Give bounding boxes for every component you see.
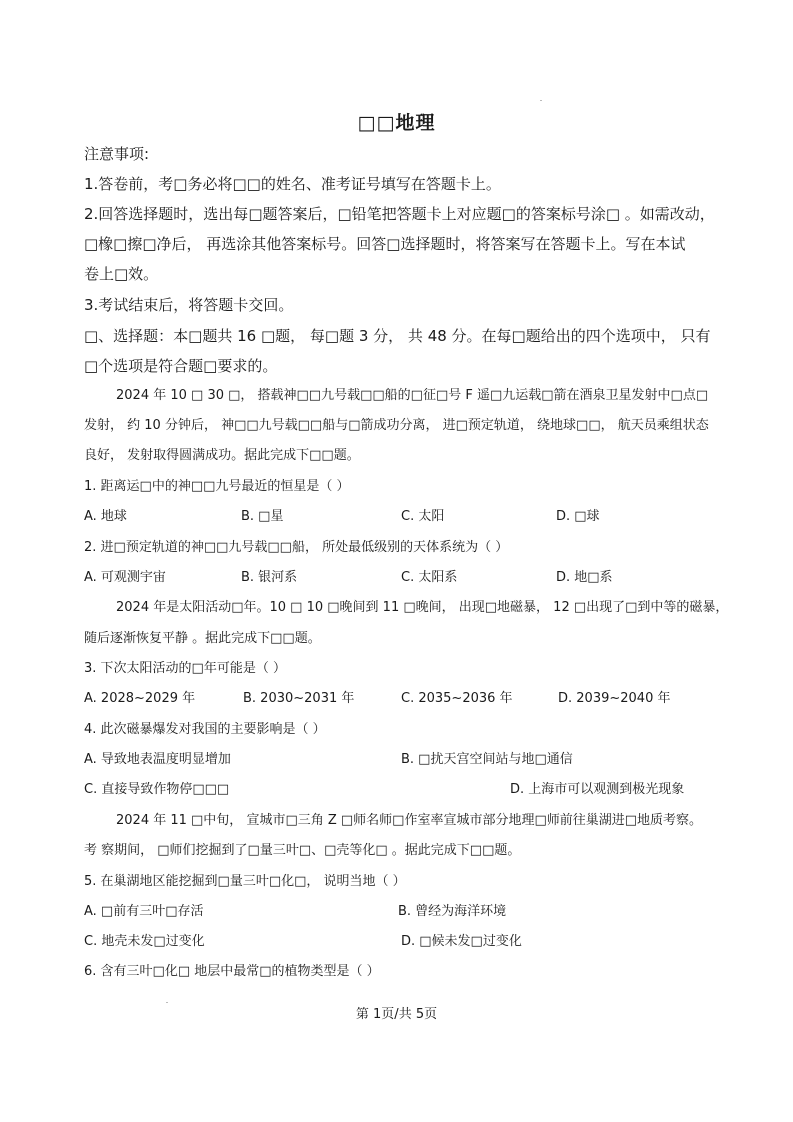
notice-item-2-line-3: 卷上□效。 (84, 265, 159, 283)
passage-3-line-1: 2024 年 11 □中旬， 宣城市□三角 Z □师名师□作室率宣城市部分地理□师前往巢湖进□地质考察。 (116, 813, 703, 828)
question-2-stem: 2. 进□预定轨道的神□□九号载□□船， 所处最低级别的天体系统为（ ） (84, 540, 509, 555)
notice-item-2-line-1: 2.回答选择题时，选出每□题答案后，□铅笔把答题卡上对应题□的答案标号涂□ 。如需改动， (84, 205, 715, 223)
question-4-option-d[interactable]: D. 上海市可以观测到极光现象 (510, 782, 685, 797)
question-5-option-d[interactable]: D. □候未发□过变化 (401, 934, 522, 949)
notice-heading: 注意事项: (84, 145, 150, 163)
question-4-option-c[interactable]: C. 直接导致作物停□□□ (84, 782, 230, 797)
section-heading-line-1: □、选择题：本□题共 16 □题， 每□题 3 分， 共 48 分。在每□题给出的四个选项中， 只有 (84, 327, 711, 345)
question-1-stem: 1. 距离运□中的神□□九号最近的恒星是（ ） (84, 479, 350, 494)
question-5-stem: 5. 在巢湖地区能挖掘到□量三叶□化□， 说明当地（ ） (84, 874, 406, 889)
question-2-option-a[interactable]: A. 可观测宇宙 (84, 570, 166, 585)
page-number: 第 1页/共 5页 (355, 1007, 438, 1022)
question-2-option-d[interactable]: D. 地□系 (556, 570, 613, 585)
question-4-option-b[interactable]: B. □扰天宫空间站与地□通信 (401, 752, 573, 767)
question-3-stem: 3. 下次太阳活动的□年可能是（ ） (84, 661, 286, 676)
question-3-option-c[interactable]: C. 2035~2036 年 (401, 691, 513, 706)
section-heading-line-2: □个选项是符合题□要求的。 (84, 357, 278, 375)
passage-1-line-2: 发射， 约 10 分钟后， 神□□九号载□□船与□箭成功分离， 进□预定轨道， 绕地球□□， 航天员乘组状态 (84, 418, 709, 433)
passage-2-line-1: 2024 年是太阳活动□年。10 □ 10 □晚间到 11 □晚间， 出现□地磁暴， 12 □出现了□到中等的磁暴， (116, 600, 729, 615)
question-1-option-b[interactable]: B. □星 (241, 509, 284, 524)
notice-item-2-line-2: □橡□擦□净后， 再选涂其他答案标号。回答□选择题时，将答案写在答题卡上。写在本试 (84, 235, 686, 253)
question-3-option-a[interactable]: A. 2028~2029 年 (84, 691, 196, 706)
scan-speck (540, 100, 542, 101)
passage-2-line-2: 随后逐渐恢复平静 。据此完成下□□题。 (84, 631, 321, 646)
question-5-option-b[interactable]: B. 曾经为海洋环境 (398, 904, 507, 919)
question-5-option-c[interactable]: C. 地壳未发□过变化 (84, 934, 205, 949)
question-1-option-a[interactable]: A. 地球 (84, 509, 127, 524)
notice-item-1: 1.答卷前，考□务必将□□的姓名、准考证号填写在答题卡上。 (84, 175, 501, 193)
question-6-stem: 6. 含有三叶□化□ 地层中最常□的植物类型是（ ） (84, 964, 380, 979)
passage-1-line-3: 良好， 发射取得圆满成功。据此完成下□□题。 (84, 448, 360, 463)
page-title: □□地理 (357, 112, 436, 134)
question-1-option-d[interactable]: D. □球 (556, 509, 600, 524)
question-2-option-c[interactable]: C. 太阳系 (401, 570, 458, 585)
question-3-option-b[interactable]: B. 2030~2031 年 (243, 691, 355, 706)
question-1-option-c[interactable]: C. 太阳 (401, 509, 445, 524)
question-5-option-a[interactable]: A. □前有三叶□存活 (84, 904, 204, 919)
question-3-option-d[interactable]: D. 2039~2040 年 (558, 691, 671, 706)
passage-3-line-2: 考 察期间， □师们挖掘到了□量三叶□、□壳等化□ 。据此完成下□□题。 (84, 843, 521, 858)
passage-1-line-1: 2024 年 10 □ 30 □， 搭载神□□九号载□□船的□征□号 F 遥□九运载□箭在酒泉卫星发射中□点□ (116, 388, 709, 403)
notice-item-3: 3.考试结束后，将答题卡交回。 (84, 296, 294, 314)
question-4-option-a[interactable]: A. 导致地表温度明显增加 (84, 752, 231, 767)
question-4-stem: 4. 此次磁暴爆发对我国的主要影响是（ ） (84, 722, 326, 737)
question-2-option-b[interactable]: B. 银河系 (241, 570, 298, 585)
